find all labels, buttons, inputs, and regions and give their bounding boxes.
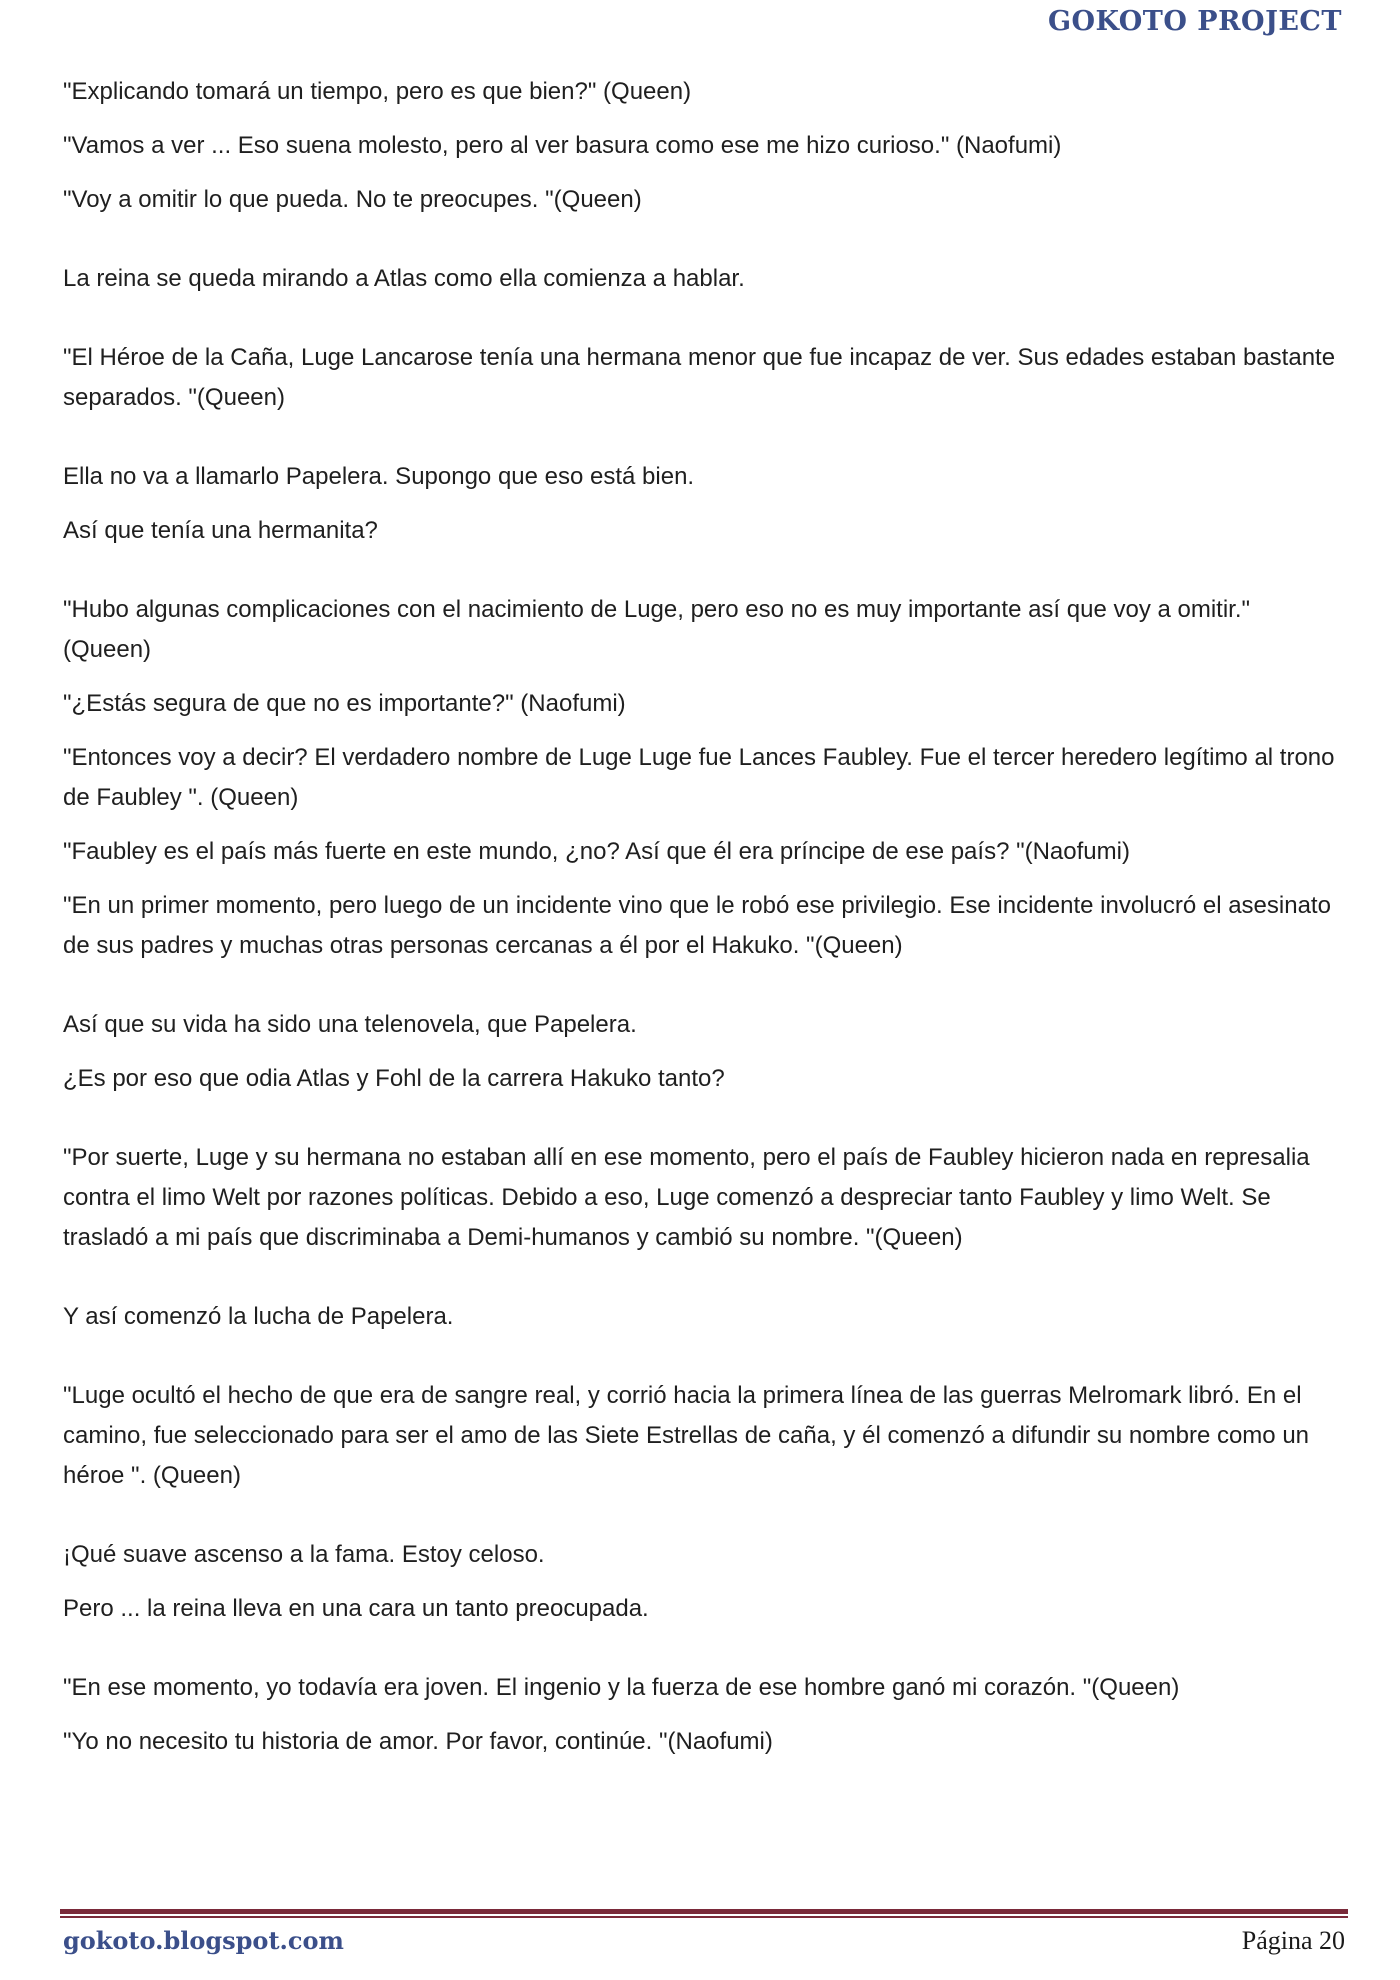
footer-page-number: Página 20: [1241, 1926, 1345, 1955]
paragraph: "En un primer momento, pero luego de un incidente vino que le robó ese privilegio. Ese incidente involucró el asesinato de sus padres y muchas otras personas cercanas a él por el Hakuko. "(Queen): [63, 892, 1331, 959]
paragraph: "El Héroe de la Caña, Luge Lancarose tenía una hermana menor que fue incapaz de ver. Sus edades estaban bastante separados. "(Queen): [63, 344, 1336, 411]
footer-divider-thick: [60, 1909, 1348, 1914]
paragraph: Ella no va a llamarlo Papelera. Supongo que eso está bien.: [63, 463, 695, 490]
paragraph: "Voy a omitir lo que pueda. No te preocupes. "(Queen): [63, 186, 642, 213]
paragraph: "Faubley es el país más fuerte en este mundo, ¿no? Así que él era príncipe de ese país? "(Naofumi): [63, 838, 1130, 865]
paragraph: Así que su vida ha sido una telenovela, que Papelera.: [63, 1011, 637, 1038]
paragraph: "Yo no necesito tu historia de amor. Por favor, continúe. "(Naofumi): [63, 1728, 773, 1755]
paragraph: ¡Qué suave ascenso a la fama. Estoy celoso.: [63, 1541, 545, 1568]
paragraph: La reina se queda mirando a Atlas como ella comienza a hablar.: [63, 265, 745, 292]
paragraph: "Por suerte, Luge y su hermana no estaban allí en ese momento, pero el país de Faubley hicieron nada en represalia contra el limo Welt por razones políticas. Debido a eso, Luge comenzó a despreciar tanto Faubley y limo Welt. Se trasladó a mi país que discriminaba a Demi-humanos y cambió su nombre. "(Queen): [63, 1144, 1310, 1251]
paragraph: "Entonces voy a decir? El verdadero nombre de Luge Luge fue Lances Faubley. Fue el tercer heredero legítimo al trono de Faubley ". (Queen): [63, 744, 1335, 811]
paragraph: "Luge ocultó el hecho de que era de sangre real, y corrió hacia la primera línea de las guerras Melromark libró. En el camino, fue seleccionado para ser el amo de las Siete Estrellas de caña, y él comenzó a difundir su nombre como un héroe ". (Queen): [63, 1382, 1310, 1489]
paragraph: Y así comenzó la lucha de Papelera.: [63, 1303, 454, 1330]
paragraph: Así que tenía una hermanita?: [63, 517, 378, 544]
header-brand-title: GOKOTO PROJECT: [1047, 6, 1342, 37]
paragraph: "Explicando tomará un tiempo, pero es que bien?" (Queen): [63, 78, 692, 105]
document-body: [63, 72, 1343, 1776]
paragraph: "En ese momento, yo todavía era joven. El ingenio y la fuerza de ese hombre ganó mi corazón. "(Queen): [63, 1674, 1180, 1701]
footer-site-link[interactable]: gokoto.blogspot.com: [63, 1926, 344, 1955]
footer-divider-thin: [60, 1916, 1348, 1918]
paragraph: Pero ... la reina lleva en una cara un tanto preocupada.: [63, 1595, 649, 1622]
paragraph: ¿Es por eso que odia Atlas y Fohl de la carrera Hakuko tanto?: [63, 1065, 725, 1092]
paragraph: "Hubo algunas complicaciones con el nacimiento de Luge, pero eso no es muy importante así que voy a omitir." (Queen): [63, 596, 1251, 663]
paragraph: "¿Estás segura de que no es importante?" (Naofumi): [63, 690, 626, 717]
paragraph: "Vamos a ver ... Eso suena molesto, pero al ver basura como ese me hizo curioso." (Naofumi): [63, 132, 1062, 159]
